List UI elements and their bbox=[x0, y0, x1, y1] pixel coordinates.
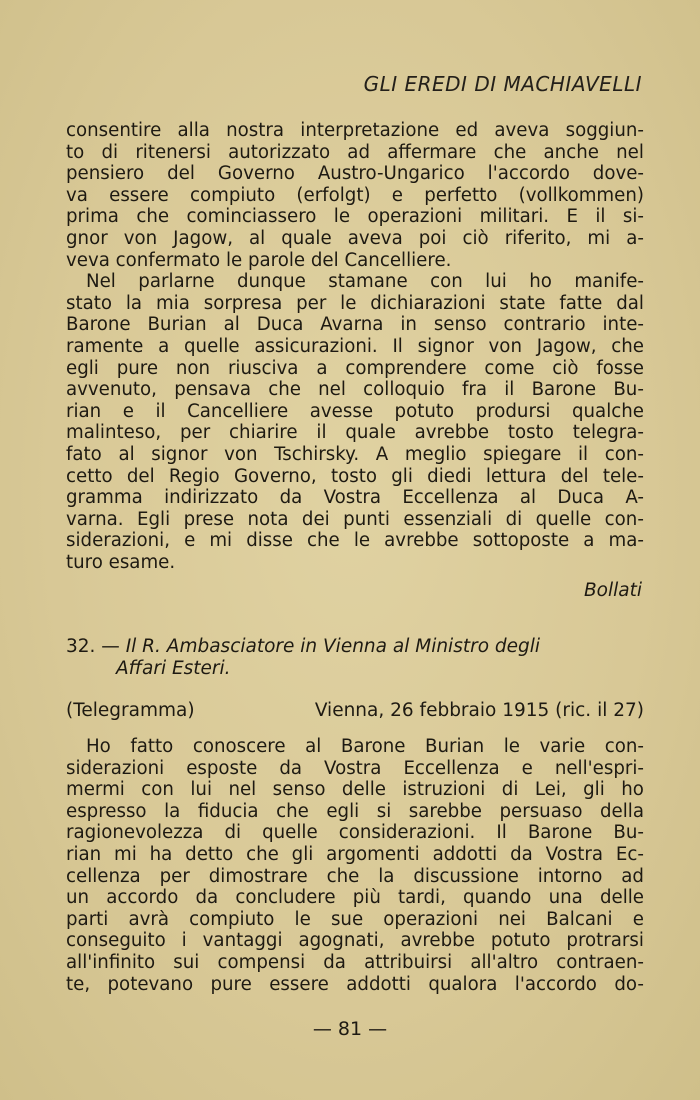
paragraph-block-2 bbox=[66, 736, 644, 995]
text-line: veva confermato le parole del Cancelliere. bbox=[66, 249, 452, 271]
text-line: Nel parlarne dunque stamane con lui ho manife- bbox=[86, 271, 644, 293]
running-head: GLI EREDI DI MACHIAVELLI bbox=[363, 72, 642, 96]
text-line: gnor von Jagow, al quale aveva poi ciò riferito, mi a- bbox=[66, 227, 644, 249]
text-line: Barone Burian al Duca Avarna in senso contrario inte- bbox=[66, 314, 644, 336]
text-line: un accordo da concludere più tardi, quando una delle bbox=[66, 887, 644, 909]
text-line: rian mi ha detto che gli argomenti addotti da Vostra Ec- bbox=[66, 843, 644, 865]
document-title-line-1: Il R. Ambasciatore in Vienna al Ministro degli bbox=[125, 636, 541, 657]
text-line: malinteso, per chiarire il quale avrebbe tosto telegra- bbox=[66, 422, 644, 444]
text-line: espresso la fiducia che egli si sarebbe persuaso della bbox=[66, 800, 644, 822]
text-line: conseguito i vantaggi agognati, avrebbe potuto protrarsi bbox=[66, 930, 644, 952]
document-heading bbox=[66, 636, 644, 680]
text-line: siderazioni esposte da Vostra Eccellenza e nell'espri- bbox=[66, 757, 644, 779]
place-date: Vienna, 26 febbraio 1915 (ric. il 27) bbox=[314, 700, 644, 721]
text-line: stato la mia sorpresa per le dichiarazioni state fatte dal bbox=[66, 292, 644, 314]
text-line: parti avrà compiuto le sue operazioni nei Balcani e bbox=[66, 908, 644, 930]
text-line: fato al signor von Tschirsky. A meglio spiegare il con- bbox=[66, 443, 644, 465]
text-line: ragionevolezza di quelle considerazioni. Il Barone Bu- bbox=[66, 822, 644, 844]
text-line: prima che cominciassero le operazioni militari. E il si- bbox=[66, 206, 644, 228]
text-line: rian e il Cancelliere avesse potuto prodursi qualche bbox=[66, 400, 644, 422]
document-number: 32. — bbox=[66, 636, 120, 657]
document-title-line-2: Affari Esteri. bbox=[116, 658, 231, 679]
text-line: va essere compiuto (erfolgt) e perfetto (vollkommen) bbox=[66, 184, 644, 206]
text-line: varna. Egli prese nota dei punti essenziali di quelle con- bbox=[66, 508, 644, 530]
text-line: Ho fatto conoscere al Barone Burian le varie con- bbox=[86, 736, 644, 757]
text-line: pensiero del Governo Austro-Ungarico l'accordo dove- bbox=[66, 163, 644, 185]
text-line: siderazioni, e mi disse che le avrebbe sottoposte a ma- bbox=[66, 530, 644, 552]
page-number: — 81 — bbox=[312, 1018, 388, 1040]
text-line: cellenza per dimostrare che la discussione intorno ad bbox=[66, 865, 644, 887]
text-line: consentire alla nostra interpretazione ed aveva soggiun- bbox=[66, 120, 644, 141]
text-line: egli pure non riusciva a comprendere come ciò fosse bbox=[66, 357, 644, 379]
text-line: te, potevano pure essere addotti qualora l'accordo do- bbox=[66, 973, 644, 995]
text-line: to di ritenersi autorizzato ad affermare che anche nel bbox=[66, 141, 644, 163]
text-line: turo esame. bbox=[66, 551, 176, 573]
text-line: avvenuto, pensava che nel colloquio fra il Barone Bu- bbox=[66, 379, 644, 401]
text-line: mermi con lui nel senso delle istruzioni di Lei, gli ho bbox=[66, 779, 644, 801]
text-line: all'infinito sui compensi da attribuirsi all'altro contraen- bbox=[66, 951, 644, 973]
paragraph-block-1 bbox=[66, 120, 644, 573]
text-line: ramente a quelle assicurazioni. Il signor von Jagow, che bbox=[66, 335, 644, 357]
text-line: cetto del Regio Governo, tosto gli diedi lettura del tele- bbox=[66, 465, 644, 487]
dateline bbox=[66, 700, 644, 721]
signature: Bollati bbox=[583, 580, 642, 601]
text-line: gramma indirizzato da Vostra Eccellenza al Duca A- bbox=[66, 487, 644, 509]
message-type: (Telegramma) bbox=[66, 700, 195, 721]
